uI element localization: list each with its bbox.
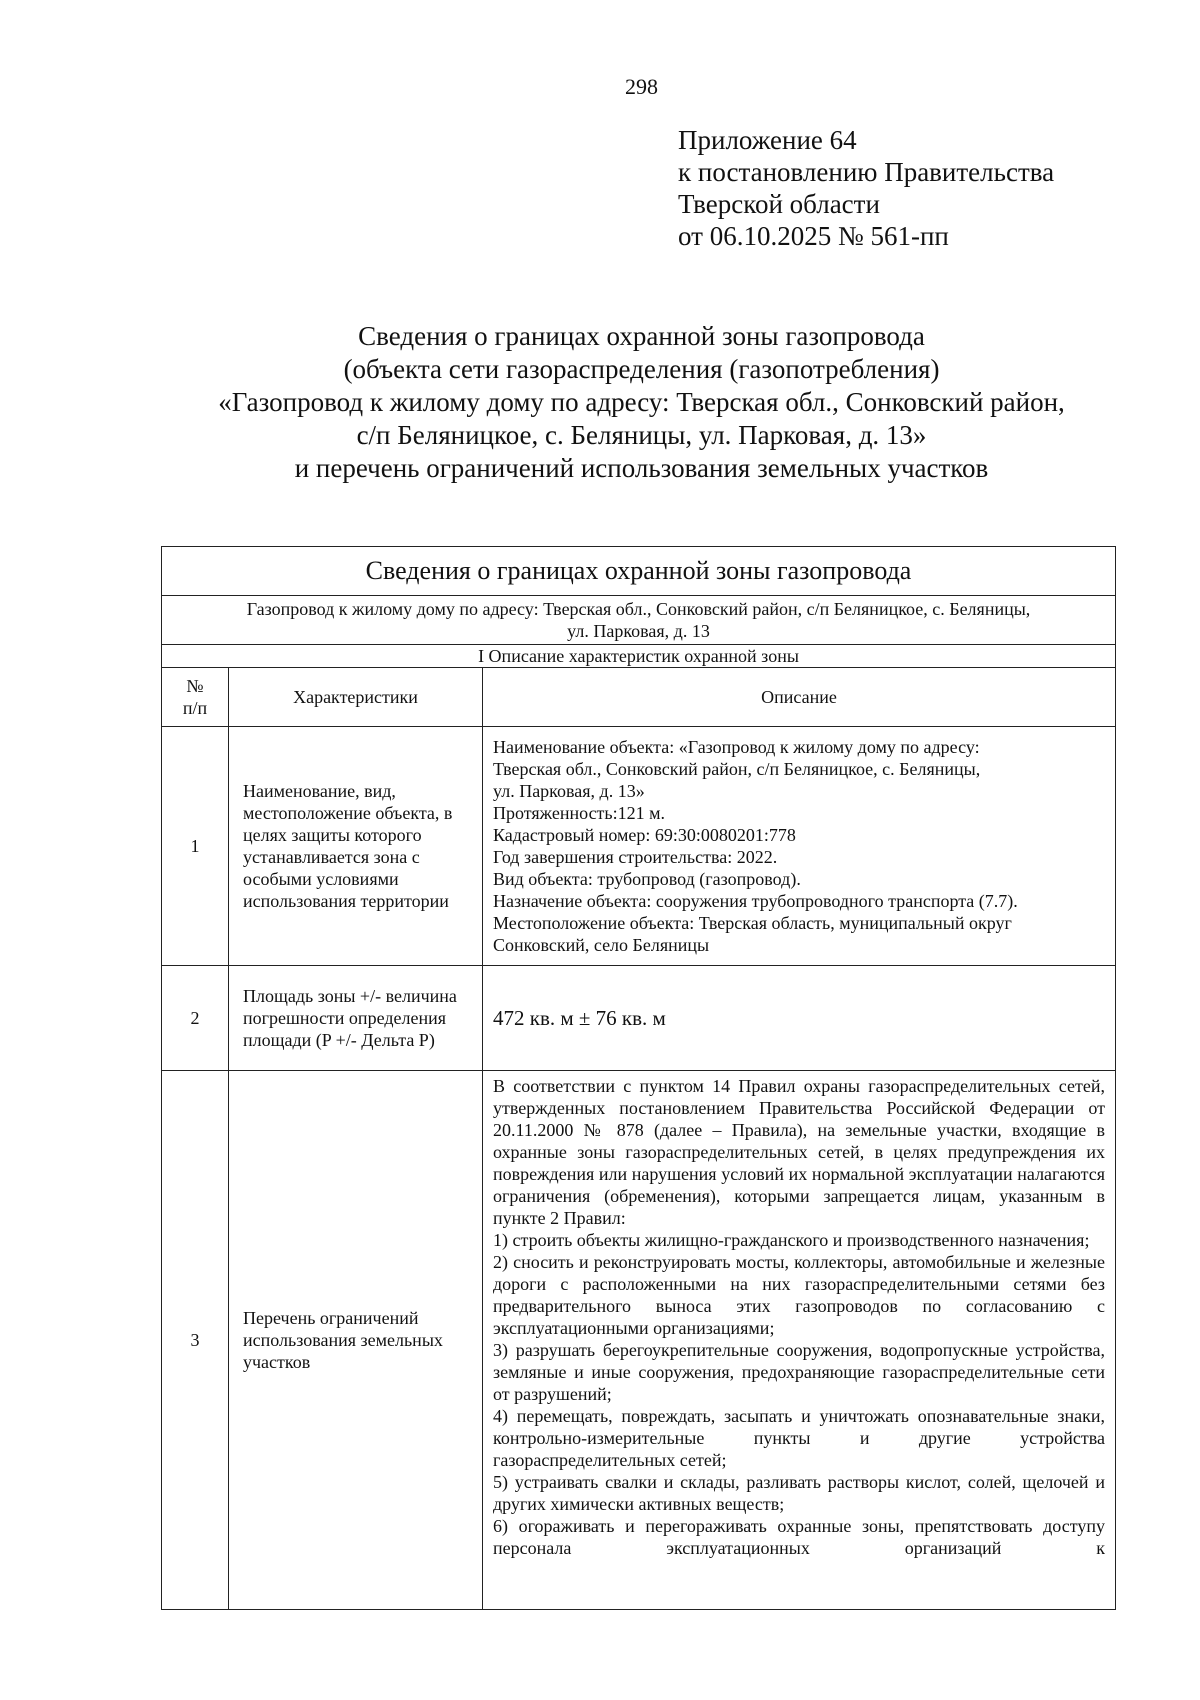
header-number	[162, 668, 229, 727]
restriction-item: 4) перемещать, повреждать, засыпать и уничтожать опознавательные знаки, контрольно-измерительные пункты и другие устройства газораспределительных сетей;	[493, 1406, 1105, 1470]
appendix-line: Приложение 64	[678, 125, 857, 155]
row-description	[483, 1071, 1116, 1610]
page-number: 298	[625, 74, 658, 99]
description-line: Наименование объекта: «Газопровод к жилому дому по адресу:	[493, 737, 980, 757]
zone-info-table	[161, 546, 1116, 1610]
appendix-line: от 06.10.2025 № 561-пп	[678, 221, 949, 251]
restriction-item: 6) огораживать и перегораживать охранные зоны, препятствовать доступу персонала эксплуатационных организаций к	[493, 1516, 1105, 1558]
header-description: Описание	[483, 668, 1116, 727]
header-characteristics: Характеристики	[229, 668, 483, 727]
header-number-line: №	[186, 676, 204, 696]
title-line: «Газопровод к жилому дому по адресу: Тверская обл., Сонковский район,	[218, 387, 1065, 417]
restriction-item: 5) устраивать свалки и склады, разливать растворы кислот, солей, щелочей и других химически активных веществ;	[493, 1472, 1105, 1514]
row-characteristic: Площадь зоны +/- величина погрешности определения площади (P +/- Дельта P)	[229, 966, 483, 1071]
table-subtitle	[162, 596, 1116, 645]
document-title	[0, 320, 1200, 485]
description-line: ул. Парковая, д. 13»	[493, 781, 645, 801]
description-line: Кадастровый номер: 69:30:0080201:778	[493, 825, 796, 845]
table-header-row	[162, 668, 1116, 727]
restriction-item: 3) разрушать берегоукрепительные сооружения, водопропускные устройства, земляные и иные сооружения, предохраняющие газораспределительные сети от разрушений;	[493, 1340, 1105, 1404]
row-description	[483, 727, 1116, 966]
description-line: Вид объекта: трубопровод (газопровод).	[493, 869, 801, 889]
restriction-item: 1) строить объекты жилищно-гражданского и производственного назначения;	[493, 1230, 1090, 1250]
row-number: 1	[162, 727, 229, 966]
subtitle-line: Газопровод к жилому дому по адресу: Тверская обл., Сонковский район, с/п Беляницкое, с. Беляницы,	[246, 599, 1031, 619]
appendix-block	[678, 124, 1054, 252]
title-line: с/п Беляницкое, с. Беляницы, ул. Парковая, д. 13»	[356, 420, 927, 450]
description-line: Год завершения строительства: 2022.	[493, 847, 778, 867]
description-line: Тверская обл., Сонковский район, с/п Беляницкое, с. Беляницы,	[493, 759, 981, 779]
row-characteristic: Перечень ограничений использования земельных участков	[229, 1071, 483, 1610]
table-row	[162, 966, 1116, 1071]
table-title: Сведения о границах охранной зоны газопровода	[162, 547, 1116, 596]
row-number: 3	[162, 1071, 229, 1610]
zone-area-value: 472 кв. м ± 76 кв. м	[483, 966, 1116, 1071]
title-line: и перечень ограничений использования земельных участков	[294, 453, 989, 483]
restriction-item: 2) сносить и реконструировать мосты, коллекторы, автомобильные и железные дороги с расположенными на них газораспределительными сетями без предварительного выноса этих газопроводов по согласованию с эксплуатационными организациями;	[493, 1252, 1105, 1338]
title-line: Сведения о границах охранной зоны газопровода	[358, 321, 925, 351]
row-number: 2	[162, 966, 229, 1071]
description-line: Местоположение объекта: Тверская область, муниципальный округ	[493, 913, 1012, 933]
description-line: Сонковский, село Беляницы	[493, 935, 710, 955]
appendix-line: Тверской области	[678, 189, 880, 219]
description-line: Протяженность:121 м.	[493, 803, 666, 823]
title-line: (объекта сети газораспределения (газопотребления)	[343, 354, 940, 384]
table-row	[162, 727, 1116, 966]
table-section-heading: I Описание характеристик охранной зоны	[162, 645, 1116, 668]
appendix-line: к постановлению Правительства	[678, 157, 1055, 187]
header-number-line: п/п	[182, 698, 208, 718]
row-characteristic: Наименование, вид, местоположение объекта, в целях защиты которого устанавливается зона с особыми условиями использования территории	[229, 727, 483, 966]
subtitle-line: ул. Парковая, д. 13	[567, 621, 710, 641]
table-row	[162, 1071, 1116, 1610]
description-line: Назначение объекта: сооружения трубопроводного транспорта (7.7).	[493, 891, 1018, 911]
restriction-paragraph: В соответствии с пунктом 14 Правил охраны газораспределительных сетей, утвержденных постановлением Правительства Российской Федерации от 20.11.2000 № 878 (далее – Правила), на земельные участки, входящие в охранные зоны газораспределительных сетей, в целях предупреждения их повреждения или нарушения условий их нормальной эксплуатации налагаются ограничения (обременения), которыми запрещается лицам, указанным в пункте 2 Правил:	[493, 1076, 1105, 1228]
